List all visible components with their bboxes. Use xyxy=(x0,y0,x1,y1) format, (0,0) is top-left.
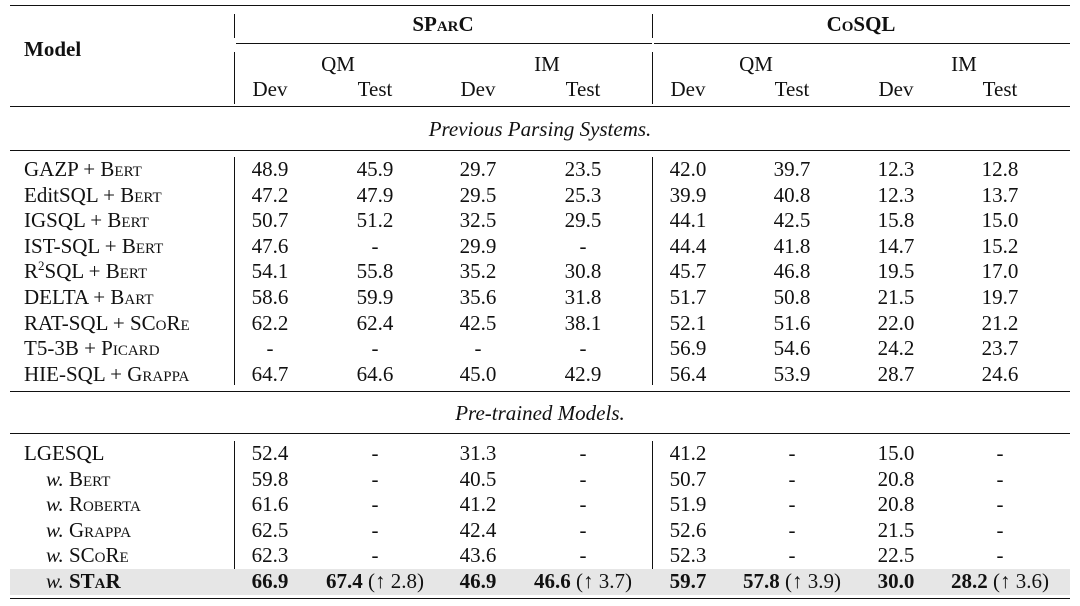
table-cell: 14.7 xyxy=(877,233,915,258)
row-model-label: HIE-SQL + Grappa xyxy=(24,361,190,386)
split-header: Dev xyxy=(252,77,288,101)
table-cell: 24.6 xyxy=(981,361,1019,386)
star-cell: 30.0 xyxy=(877,569,915,593)
table-cell: 17.0 xyxy=(981,259,1019,284)
table-cell: 30.8 xyxy=(564,259,602,284)
table-cell: 45.7 xyxy=(669,259,707,284)
table-cell: - xyxy=(579,543,587,568)
sparc-header: SParC xyxy=(412,12,474,36)
table-cell: - xyxy=(788,517,796,542)
row-model-label: w. Bert xyxy=(46,466,111,491)
table-cell: 45.9 xyxy=(356,157,394,181)
table-cell: - xyxy=(996,543,1004,568)
row-model-label: w. Grappa xyxy=(46,517,132,542)
subgroup-header: QM xyxy=(739,52,773,76)
table-cell: 15.0 xyxy=(877,441,915,465)
section-rule-2 xyxy=(10,433,1070,434)
table-cell: 19.5 xyxy=(877,259,915,284)
table-cell: 52.4 xyxy=(251,441,289,465)
vline xyxy=(234,157,235,385)
table-cell: 42.4 xyxy=(459,517,497,542)
table-cell: 62.4 xyxy=(356,310,394,335)
table-cell: 39.7 xyxy=(773,157,811,181)
table-cell: 64.7 xyxy=(251,361,289,386)
table-cell: - xyxy=(579,466,587,491)
table-cell: 42.9 xyxy=(564,361,602,386)
table-cell: 52.6 xyxy=(669,517,707,542)
table-cell: 23.7 xyxy=(981,336,1019,361)
table-cell: 22.0 xyxy=(877,310,915,335)
table-cell: - xyxy=(579,517,587,542)
table-cell: - xyxy=(371,492,379,517)
table-cell: 58.6 xyxy=(251,285,289,309)
cosql-underline xyxy=(654,43,1070,44)
row-model-label: EditSQL + Bert xyxy=(24,182,162,207)
vline xyxy=(652,14,653,38)
table-cell: 29.7 xyxy=(459,157,497,181)
table-cell: 62.2 xyxy=(251,310,289,335)
table-cell: 50.7 xyxy=(669,466,707,491)
vline xyxy=(234,52,235,104)
table-cell: 46.8 xyxy=(773,259,811,284)
table-cell: 51.2 xyxy=(356,208,394,233)
table-cell: 42.0 xyxy=(669,157,707,181)
table-cell: 51.6 xyxy=(773,310,811,335)
table-cell: 40.8 xyxy=(773,182,811,207)
table-cell: 12.8 xyxy=(981,157,1019,181)
star-row-model-label: w. STaR xyxy=(46,569,121,593)
row-model-label: IGSQL + Bert xyxy=(24,208,149,233)
table-cell: 38.1 xyxy=(564,310,602,335)
table-cell: 13.7 xyxy=(981,182,1019,207)
table-cell: 52.3 xyxy=(669,543,707,568)
split-header: Dev xyxy=(670,77,706,101)
table-cell: 29.9 xyxy=(459,233,497,258)
table-cell: 39.9 xyxy=(669,182,707,207)
table-cell: 44.1 xyxy=(669,208,707,233)
table-cell: 21.2 xyxy=(981,310,1019,335)
table-cell: 53.9 xyxy=(773,361,811,386)
table-cell: - xyxy=(579,441,587,465)
table-cell: 50.7 xyxy=(251,208,289,233)
table-cell: 32.5 xyxy=(459,208,497,233)
star-cell: 67.4 (↑ 2.8) xyxy=(326,569,424,593)
top-rule xyxy=(10,5,1070,6)
table-cell: 48.9 xyxy=(251,157,289,181)
subgroup-header: IM xyxy=(951,52,977,76)
table-cell: 47.2 xyxy=(251,182,289,207)
table-cell: - xyxy=(996,466,1004,491)
table-cell: 51.9 xyxy=(669,492,707,517)
table-cell: 54.6 xyxy=(773,336,811,361)
split-header: Test xyxy=(565,77,601,101)
table-cell: 35.2 xyxy=(459,259,497,284)
table-cell: 20.8 xyxy=(877,466,915,491)
table-cell: - xyxy=(371,517,379,542)
star-cell: 46.9 xyxy=(459,569,497,593)
row-model-label: IST-SQL + Bert xyxy=(24,233,164,258)
star-cell: 46.6 (↑ 3.7) xyxy=(534,569,632,593)
table-cell: 50.8 xyxy=(773,285,811,309)
row-model-label: w. SCoRe xyxy=(46,543,129,568)
mid-rule xyxy=(10,391,1070,392)
table-cell: 41.8 xyxy=(773,233,811,258)
vline xyxy=(234,14,235,38)
table-cell: 21.5 xyxy=(877,285,915,309)
row-model-label: w. Roberta xyxy=(46,492,141,517)
row-model-label: DELTA + Bart xyxy=(24,285,154,309)
table-cell: 29.5 xyxy=(459,182,497,207)
table-cell: - xyxy=(371,543,379,568)
table-cell: 52.1 xyxy=(669,310,707,335)
table-cell: - xyxy=(371,466,379,491)
vline xyxy=(652,52,653,104)
table-cell: 12.3 xyxy=(877,157,915,181)
star-cell: 66.9 xyxy=(251,569,289,593)
table-cell: 15.2 xyxy=(981,233,1019,258)
table-cell: 28.7 xyxy=(877,361,915,386)
table-cell: 56.4 xyxy=(669,361,707,386)
section-rule-1 xyxy=(10,150,1070,151)
table-cell: - xyxy=(371,441,379,465)
table-cell: - xyxy=(996,517,1004,542)
table-cell: - xyxy=(579,336,587,361)
table-cell: 62.3 xyxy=(251,543,289,568)
model-header: Model xyxy=(24,37,82,61)
table-cell: 59.8 xyxy=(251,466,289,491)
split-header: Test xyxy=(982,77,1018,101)
table-cell: 31.8 xyxy=(564,285,602,309)
table-cell: 61.6 xyxy=(251,492,289,517)
table-cell: 43.6 xyxy=(459,543,497,568)
table-cell: 42.5 xyxy=(773,208,811,233)
header-rule xyxy=(10,106,1070,107)
table-cell: 12.3 xyxy=(877,182,915,207)
bottom-rule xyxy=(10,598,1070,599)
table-cell: 40.5 xyxy=(459,466,497,491)
table-cell: - xyxy=(788,466,796,491)
table-cell: 56.9 xyxy=(669,336,707,361)
table-cell: 41.2 xyxy=(669,441,707,465)
table-cell: 54.1 xyxy=(251,259,289,284)
table-cell: 42.5 xyxy=(459,310,497,335)
table-cell: 21.5 xyxy=(877,517,915,542)
cosql-header: CoSQL xyxy=(826,12,896,36)
subgroup-header: QM xyxy=(321,52,355,76)
row-model-label: GAZP + Bert xyxy=(24,157,142,181)
subgroup-header: IM xyxy=(534,52,560,76)
table-cell: - xyxy=(266,336,274,361)
section-title-pretrained: Pre-trained Models. xyxy=(455,401,625,425)
table-cell: 51.7 xyxy=(669,285,707,309)
table-cell: 31.3 xyxy=(459,441,497,465)
star-cell: 28.2 (↑ 3.6) xyxy=(951,569,1049,593)
row-model-label: $R^2SQL$ + Bert xyxy=(24,258,148,284)
table-cell: 62.5 xyxy=(251,517,289,542)
table-cell: 35.6 xyxy=(459,285,497,309)
table-cell: 23.5 xyxy=(564,157,602,181)
table-cell: 29.5 xyxy=(564,208,602,233)
table-cell: - xyxy=(579,492,587,517)
table-cell: 22.5 xyxy=(877,543,915,568)
table-cell: 20.8 xyxy=(877,492,915,517)
table-cell: 19.7 xyxy=(981,285,1019,309)
vline xyxy=(652,157,653,385)
table-cell: 47.6 xyxy=(251,233,289,258)
table-cell: - xyxy=(371,336,379,361)
table-cell: - xyxy=(996,441,1004,465)
table-cell: 45.0 xyxy=(459,361,497,386)
table-cell: 15.0 xyxy=(981,208,1019,233)
split-header: Dev xyxy=(460,77,496,101)
split-header: Test xyxy=(357,77,393,101)
table-cell: 59.9 xyxy=(356,285,394,309)
table-cell: 64.6 xyxy=(356,361,394,386)
table-cell: 15.8 xyxy=(877,208,915,233)
table-cell: 41.2 xyxy=(459,492,497,517)
table-cell: - xyxy=(788,441,796,465)
row-model-label: RAT-SQL + SCoRe xyxy=(24,310,190,335)
row-model-label: T5-3B + Picard xyxy=(24,336,160,361)
split-header: Test xyxy=(774,77,810,101)
table-cell: - xyxy=(579,233,587,258)
table-cell: 44.4 xyxy=(669,233,707,258)
table-cell: 55.8 xyxy=(356,259,394,284)
table-cell: - xyxy=(371,233,379,258)
star-cell: 57.8 (↑ 3.9) xyxy=(743,569,841,593)
table-cell: - xyxy=(788,543,796,568)
sparc-underline xyxy=(236,43,652,44)
table-cell: 24.2 xyxy=(877,336,915,361)
table-cell: - xyxy=(474,336,482,361)
table-cell: 47.9 xyxy=(356,182,394,207)
row-model-label: LGESQL xyxy=(24,441,105,465)
table-cell: 25.3 xyxy=(564,182,602,207)
table-cell: - xyxy=(788,492,796,517)
star-cell: 59.7 xyxy=(669,569,707,593)
section-title-previous: Previous Parsing Systems. xyxy=(428,117,652,141)
split-header: Dev xyxy=(878,77,914,101)
table-cell: - xyxy=(996,492,1004,517)
